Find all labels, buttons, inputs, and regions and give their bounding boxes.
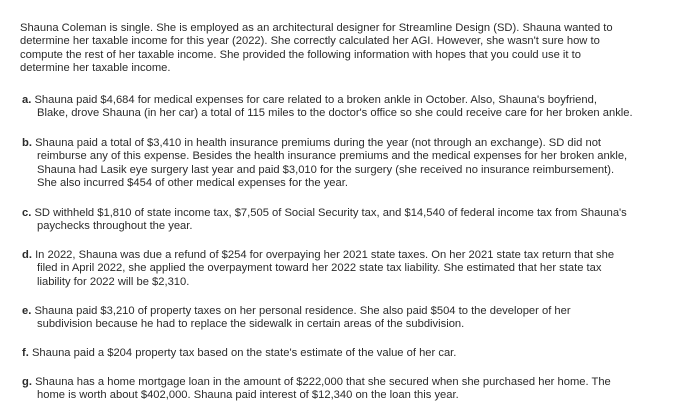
item-text-line: filed in April 2022, she applied the overpayment toward her 2022 state tax liability. She estimated that her state tax (37, 262, 602, 275)
item-text-line: home is worth about $402,000. Shauna paid interest of $12,340 on the loan this year. (37, 389, 459, 402)
item-f (22, 347, 672, 360)
intro-line: Shauna Coleman is single. She is employed as an architectural designer for Streamline Design (SD). Shauna wanted to (20, 22, 613, 34)
intro-line: compute the rest of her taxable income. She provided the following information with hopes that you could use it to (20, 48, 581, 61)
intro-line: determine her taxable income. (20, 62, 171, 75)
item-text-line: Shauna paid $4,684 for medical expenses for care related to a broken ankle in October. Also, Shauna's boyfriend, (34, 94, 597, 106)
item-text-line: subdivision because he had to replace the sidewalk in certain areas of the subdivision. (37, 318, 465, 331)
item-e (22, 305, 672, 332)
item-text-line: Shauna paid a $204 property tax based on the state's estimate of the value of her car. (31, 347, 457, 359)
item-text-line: Shauna had Lasik eye surgery last year and paid $3,010 for the surgery (she received no insurance reimbursement). (37, 163, 615, 176)
item-text-line: reimburse any of this expense. Besides the health insurance premiums and the medical expenses for her broken ankle, (37, 150, 628, 163)
item-text-line: In 2022, Shauna was due a refund of $254 for overpaying her 2021 state taxes. On her 2021 state tax return that she (35, 249, 615, 261)
item-text-line: SD withheld $1,810 of state income tax, $7,505 of Social Security tax, and $14,540 of federal income tax from Shauna's (34, 207, 627, 219)
item-text-line: paychecks throughout the year. (37, 220, 193, 233)
item-marker: f. (22, 347, 29, 359)
item-marker: b. (22, 137, 32, 149)
item-marker: d. (22, 249, 32, 261)
item-marker: g. (22, 376, 32, 388)
item-text-line: Shauna paid $3,210 of property taxes on her personal residence. She also paid $504 to the developer of her (34, 305, 571, 317)
item-g (22, 376, 672, 403)
intro-paragraph (20, 22, 660, 76)
item-c (22, 207, 672, 234)
item-text-line: She also incurred $454 of other medical expenses for the year. (37, 177, 348, 190)
item-b (22, 137, 672, 191)
item-marker: e. (22, 305, 32, 317)
item-text-line: liability for 2022 will be $2,310. (37, 275, 190, 288)
item-text-line: Shauna has a home mortgage loan in the amount of $222,000 that she secured when she purchased her home. The (35, 376, 611, 388)
item-d (22, 249, 672, 289)
item-text-line: Blake, drove Shauna (in her car) a total of 115 miles to the doctor's office so she could receive care for her broken ankle. (37, 107, 633, 120)
item-marker: a. (22, 94, 32, 106)
intro-line: determine her taxable income for this year (2022). She correctly calculated her AGI. However, she wasn't sure how to (20, 35, 600, 48)
item-text-line: Shauna paid a total of $3,410 in health insurance premiums during the year (not through an exchange). SD did not (35, 137, 602, 149)
item-marker: c. (22, 207, 32, 219)
item-a (22, 94, 672, 121)
